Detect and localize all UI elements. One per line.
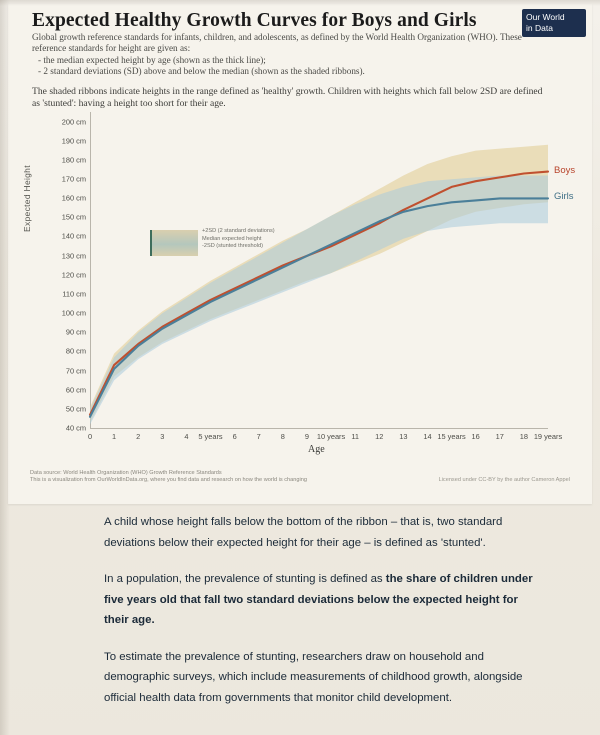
y-tick-label: 110 cm	[62, 289, 86, 299]
x-tick-label: 13	[399, 432, 408, 441]
paragraph-prevalence	[104, 569, 534, 631]
y-tick-label: 160 cm	[61, 193, 86, 203]
y-tick-label: 130 cm	[61, 251, 86, 261]
x-tick-label: 10 years	[316, 432, 346, 441]
x-tick-label: 0	[87, 432, 93, 441]
source-line-2: This is a visualization from OurWorldInData.org, where you find data and research on how the world is changing	[30, 477, 307, 484]
x-tick-label: 4	[184, 432, 189, 441]
legend-line-2: Median expected height	[202, 235, 262, 242]
x-tick-label: 15 years	[437, 432, 466, 441]
page-title: Expected Healthy Growth Curves for Boys and Girls	[32, 10, 477, 31]
y-tick-label: 200 cm	[61, 117, 86, 127]
y-tick-label: 60 cm	[65, 385, 86, 395]
note-line-1: The shaded ribbons indicate heights in the range defined as 'healthy' growth. Children with heights which fall below 2SD	[32, 86, 498, 97]
x-tick-label: 18	[519, 432, 529, 441]
chart-legend	[150, 230, 310, 260]
plot-area	[90, 118, 548, 428]
y-tick-label: 70 cm	[65, 366, 86, 376]
paragraph-estimation-method: To estimate the prevalence of stunting, researchers draw on household and demographic surveys, which include measurements of childhood growth, alongside official health data from governments that monitor child development.	[104, 650, 523, 704]
y-tick-label: 180 cm	[61, 155, 86, 165]
series-label-girls: Girls	[554, 191, 574, 203]
x-tick-label: 1	[112, 432, 117, 441]
series-svg	[90, 118, 548, 434]
source-line-1: Data source: World Health Organization (WHO) Growth Reference Standards	[30, 470, 222, 476]
y-tick-label: 90 cm	[65, 327, 86, 337]
chart-subtitle	[32, 32, 532, 78]
y-tick-label: 190 cm	[61, 136, 86, 146]
note-line-2: are defined as 'stunted': having a height too short for their age.	[32, 86, 543, 109]
paragraph-prevalence-lead: In a population, the prevalence of stunting is defined as	[104, 573, 386, 585]
legend-ribbon-swatch	[150, 230, 198, 256]
x-tick-label: 6	[232, 432, 237, 441]
owid-logo-line2: in Data	[526, 23, 553, 33]
subtitle-bullet-2: - 2 standard deviations (SD) above and below the median (shown as the shaded ribbons).	[38, 66, 365, 77]
y-tick-label: 150 cm	[61, 212, 86, 222]
y-axis-title: Expected Height	[22, 165, 32, 232]
legend-line-1: +2SD (2 standard deviations)	[202, 228, 275, 234]
x-tick-label: 5 years	[198, 432, 223, 441]
x-tick-label: 19 years	[533, 432, 563, 441]
owid-logo-line1: Our World	[526, 12, 565, 22]
subtitle-line-1: Global growth reference standards for infants, children, and adolescents, as defined by the World Health	[32, 32, 416, 42]
page-shadow-top	[0, 0, 600, 6]
x-tick-label: 11	[351, 432, 359, 441]
y-tick-label: 170 cm	[61, 174, 86, 184]
explanatory-text	[104, 512, 534, 724]
subtitle-bullet-1: - the median expected height by age (shown as the thick line);	[38, 54, 266, 65]
paragraph-stunted-definition: A child whose height falls below the bottom of the ribbon – that is, two standard deviations below their expected height for their age – is defined as 'stunted'.	[104, 516, 503, 549]
legend-line-3: -2SD (stunted threshold)	[202, 243, 263, 250]
ribbon-girls	[90, 176, 548, 425]
license-text: Licensed under CC-BY by the author Cameron Appel	[438, 477, 570, 484]
y-tick-label: 120 cm	[61, 270, 86, 280]
subtitle-line-2: Organization (WHO). These reference standards for height are given as:	[32, 32, 522, 54]
growth-curves-chart	[22, 112, 576, 455]
x-tick-label: 12	[375, 432, 384, 441]
y-tick-label: 40 cm	[65, 423, 86, 433]
legend-text	[202, 228, 310, 251]
x-tick-label: 16	[471, 432, 480, 441]
y-tick-label: 140 cm	[61, 231, 86, 241]
paragraph-prevalence-emphasis: the share of children under five years old that fall two standard deviations below the expected height for their age.	[104, 573, 533, 626]
series-label-boys: Boys	[554, 164, 576, 176]
page-shadow-left	[0, 0, 10, 735]
chart-source	[30, 470, 570, 485]
y-tick-label: 100 cm	[61, 308, 86, 318]
x-tick-label: 17	[495, 432, 504, 441]
y-tick-label: 80 cm	[65, 346, 86, 356]
chart-note	[32, 86, 552, 110]
x-tick-label: 8	[280, 432, 285, 441]
x-tick-label: 9	[304, 432, 309, 441]
x-tick-label: 2	[136, 432, 141, 441]
x-tick-label: 14	[423, 432, 432, 441]
x-tick-label: 7	[256, 432, 261, 441]
x-axis-title: Age	[308, 444, 325, 455]
y-tick-label: 50 cm	[65, 404, 86, 414]
x-tick-label: 3	[160, 432, 165, 441]
y-axis-ticks	[28, 112, 86, 433]
